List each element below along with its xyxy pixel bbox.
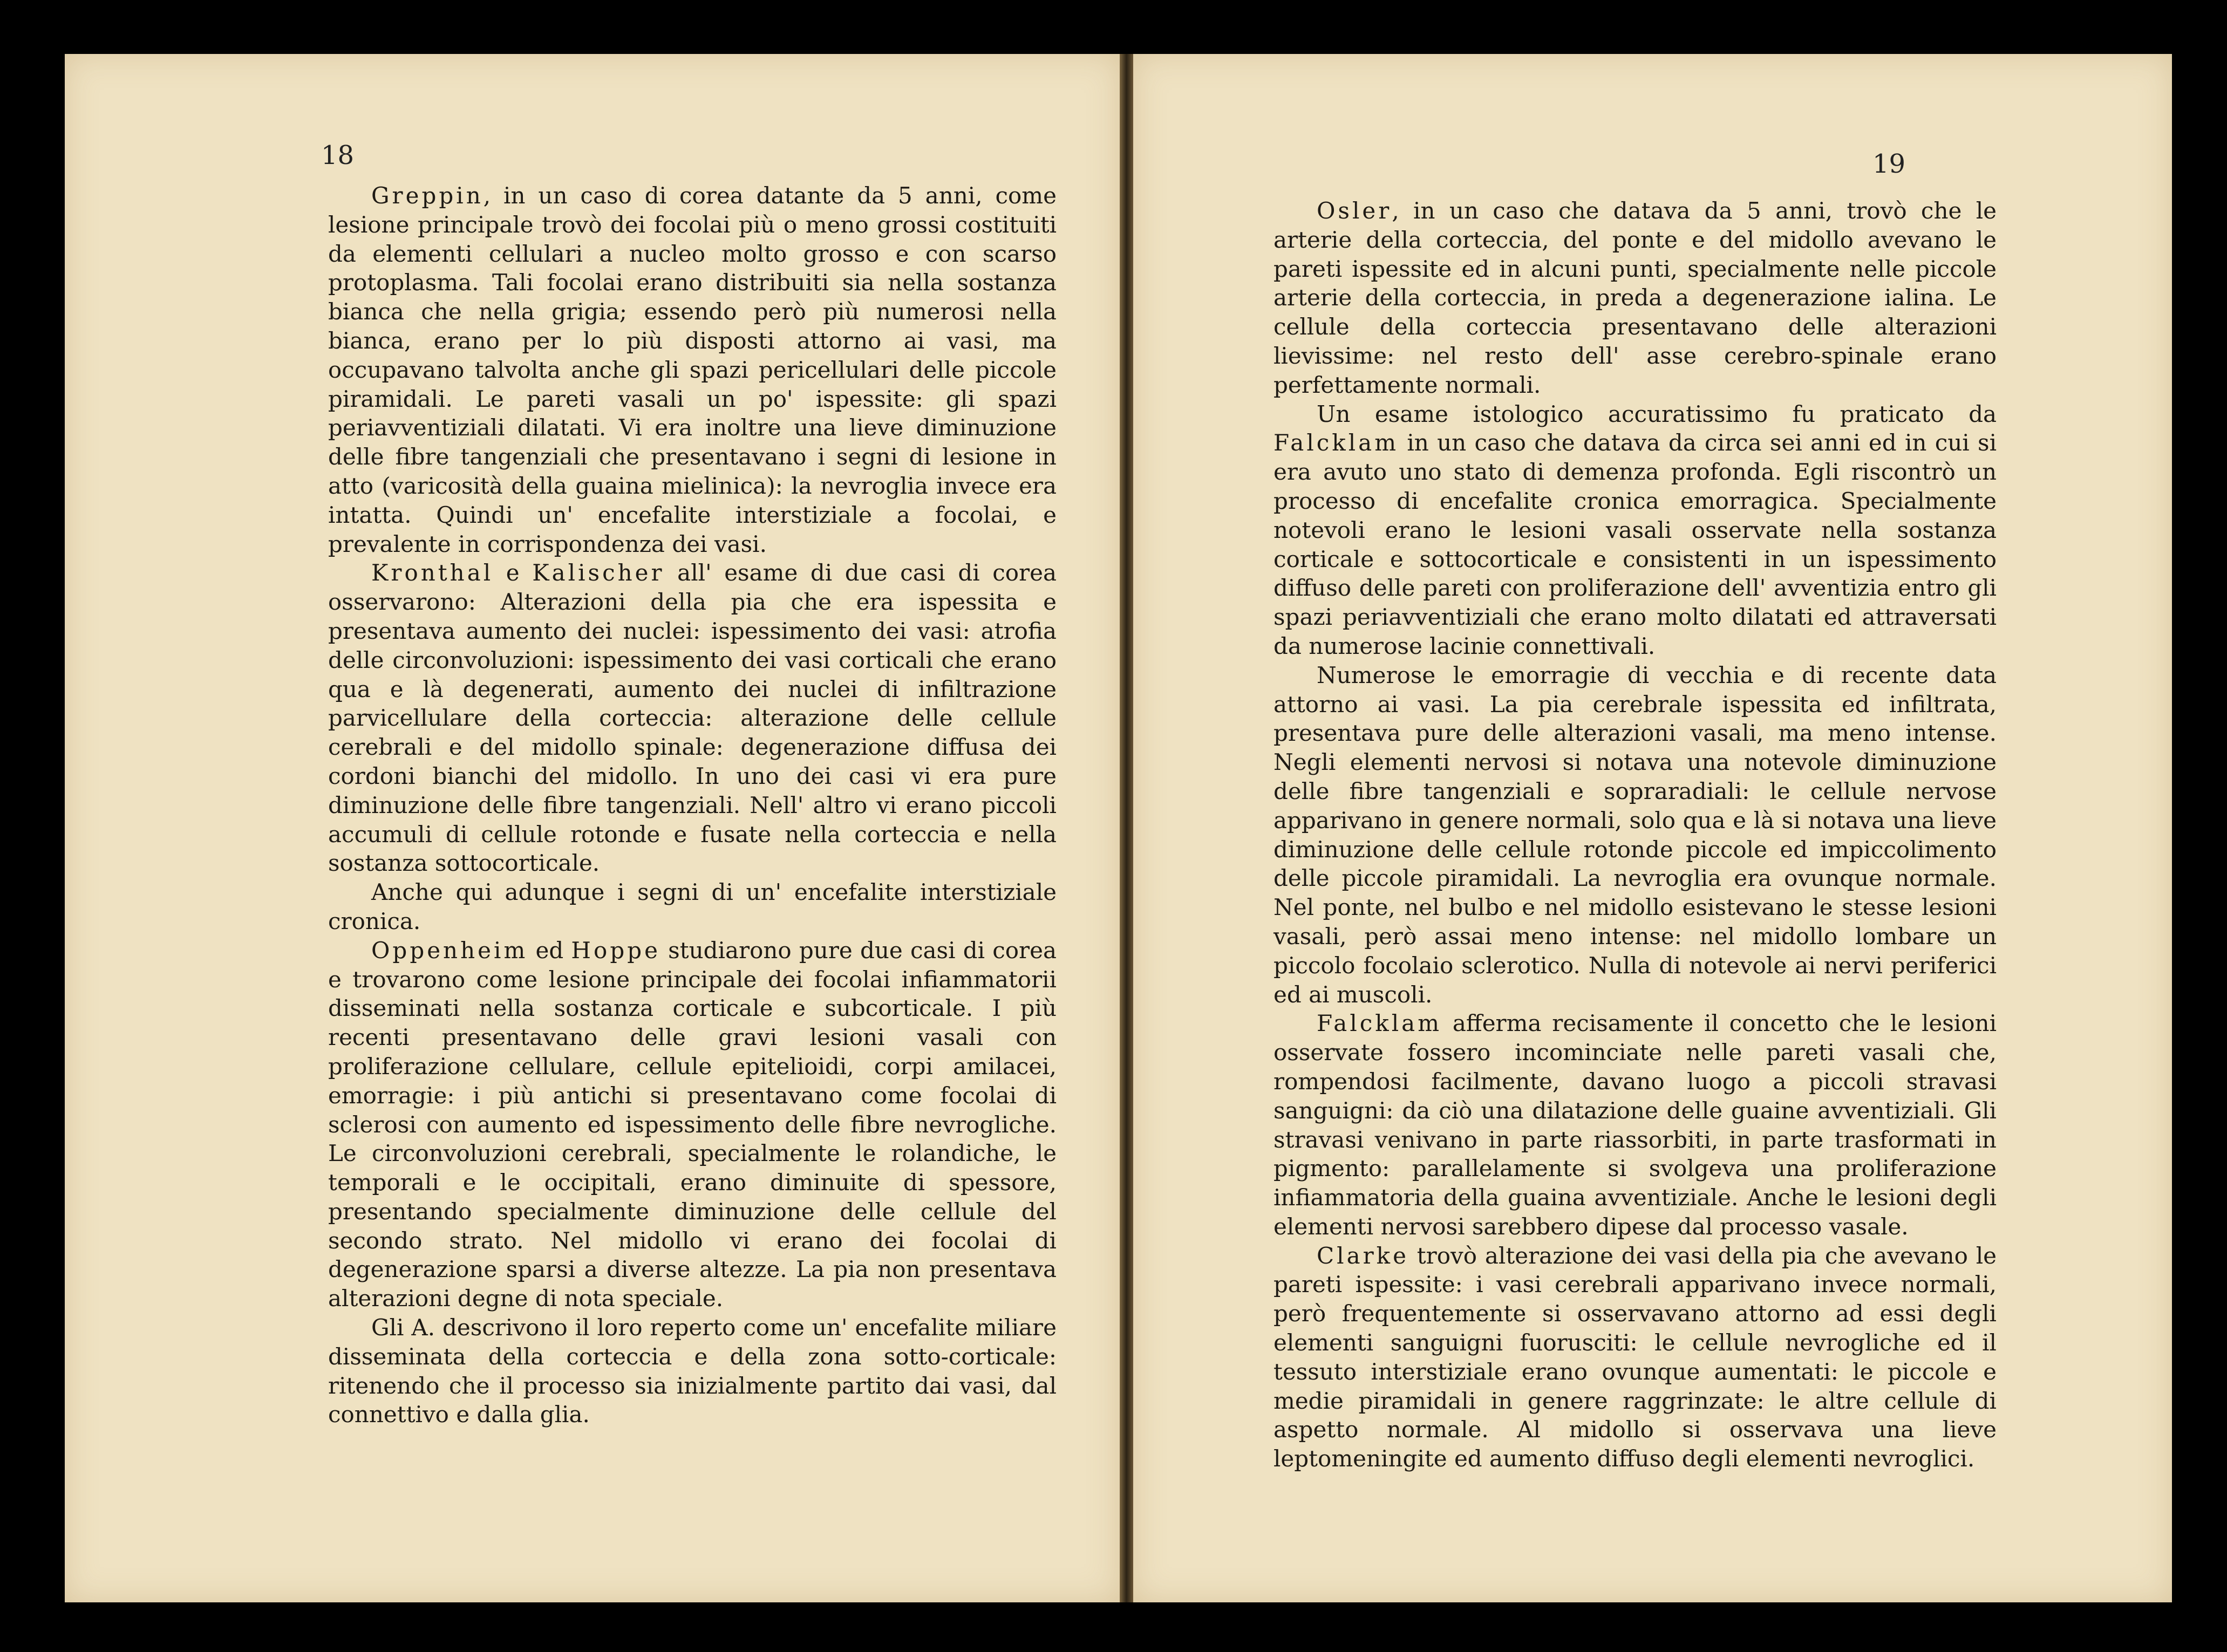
text-column (328, 181, 1057, 1429)
paragraph: Falcklam afferma recisamente il concetto che le lesioni osservate fossero incominciate nelle pareti vasali che, rompendosi facilmente, davano luogo a piccoli stravasi sanguigni: da ciò una dilatazione delle guaine avventiziali. Gli stravasi venivano in parte riassorbiti, in parte trasformati in pigmento: parallelamente si svolgeva una proliferazione infiammatoria della guaina avventiziale. Anche le lesioni degli elementi nervosi sarebbero dipese dal processo vasale. (1273, 1010, 1997, 1240)
author-name: Kronthal (371, 559, 494, 586)
author-name: Falcklam (1317, 1010, 1442, 1037)
paragraph: Un esame istologico accuratissimo fu praticato da Falcklam in un caso che datava da circa sei anni ed in cui si era avuto uno stato di demenza profonda. Egli riscontrò un processo di encefalite cronica emorragica. Specialmente notevoli erano le lesioni vasali osservate nella sostanza corticale e sottocorticale e consistenti in un ispessimento diffuso delle pareti con proliferazione dell' avventizia entro gli spazi periavventiziali che erano molto dilatati ed attraversati da numerose lacinie connettivali. (1273, 400, 1997, 659)
paragraph: Clarke trovò alterazione dei vasi della pia che avevano le pareti ispessite: i vasi cerebrali apparivano invece normali, però frequentemente si osservavano attorno ad essi degli elementi sanguigni fuorusciti: le cellule nevrogliche ed il tessuto interstiziale erano ovunque aumentati: le piccole e medie piramidali in genere raggrinzate: le altre cellule di aspetto normale. Al midollo si osservava una lieve leptomeningite ed aumento diffuso degli elementi nevroglici. (1273, 1242, 1997, 1472)
text-column (1273, 196, 1997, 1473)
page-number: 19 (1872, 149, 1906, 179)
paragraph: Kronthal e Kalischer all' esame di due casi di corea osservarono: Alterazioni della pia che era ispessita e presentava aumento dei nuclei: ispessimento dei vasi: atrofia delle circonvoluzioni: ispessimento dei vasi corticali che erano qua e là degenerati, aumento dei nuclei di infiltrazione parvicellulare della corteccia: alterazione delle cellule cerebrali e del midollo spinale: degenerazione diffusa dei cordoni bianchi del midollo. In uno dei casi vi era pure diminuzione delle fibre tangenziali. Nell' altro vi erano piccoli accumuli di cellule rotonde e fusate nella corteccia e nella sostanza sottocorticale. (328, 559, 1057, 877)
right-page (1133, 54, 2172, 1602)
paragraph: Anche qui adunque i segni di un' encefalite interstiziale cronica. (328, 879, 1057, 934)
book-gutter (1120, 54, 1133, 1602)
author-name: Oppenheim (371, 937, 528, 964)
paragraph: Numerose le emorragie di vecchia e di recente data attorno ai vasi. La pia cerebrale ispessita ed infiltrata, presentava pure delle alterazioni vasali, ma meno intense. Negli elementi nervosi si notava una notevole diminuzione delle fibre tangenziali e sopraradiali: le cellule nervose apparivano in genere normali, solo qua e là si notava una lieve diminuzione delle cellule rotonde piccole ed impiccolimento delle piccole piramidali. La nevroglia era ovunque normale. Nel ponte, nel bulbo e nel midollo esistevano le stesse lesioni vasali, però assai meno intense: nel midollo lombare un piccolo focolaio sclerotico. Nulla di notevole ai nervi periferici ed ai muscoli. (1273, 661, 1997, 1008)
author-name: Kalischer (532, 559, 665, 586)
author-name: Clarke (1317, 1242, 1409, 1269)
left-page (65, 54, 1120, 1602)
author-name: Hoppe (571, 937, 660, 964)
paragraph: Osler, in un caso che datava da 5 anni, trovò che le arterie della corteccia, del ponte e del midollo avevano le pareti ispessite ed in alcuni punti, specialmente nelle piccole arterie della corteccia, in preda a degenerazione ialina. Le cellule della corteccia presentavano delle alterazioni lievissime: nel resto dell' asse cerebro-spinale erano perfettamente normali. (1273, 197, 1997, 398)
author-name: Greppin (371, 182, 483, 209)
page-number: 18 (321, 140, 355, 170)
author-name: Falcklam (1273, 429, 1399, 456)
paragraph: Gli A. descrivono il loro reperto come un' encefalite miliare disseminata della corteccia e della zona sotto-corticale: ritenendo che il processo sia inizialmente partito dai vasi, dal connettivo e dalla glia. (328, 1314, 1057, 1428)
paragraph: Greppin, in un caso di corea datante da 5 anni, come lesione principale trovò dei focolai più o meno grossi costituiti da elementi cellulari a nucleo molto grosso e con scarso protoplasma. Tali focolai erano distribuiti sia nella sostanza bianca che nella grigia; essendo però più numerosi nella bianca, erano per lo più disposti attorno ai vasi, ma occupavano talvolta anche gli spazi pericellulari delle piccole piramidali. Le pareti vasali un po' ispessite: gli spazi periavventiziali dilatati. Vi era inoltre una lieve diminuzione delle fibre tangenziali che presentavano i segni di lesione in atto (varicosità della guaina mielinica): la nevroglia invece era intatta. Quindi un' encefalite interstiziale a focolai, e prevalente in corrispondenza dei vasi. (328, 182, 1057, 557)
paragraph: Oppenheim ed Hoppe studiarono pure due casi di corea e trovarono come lesione principale dei focolai infiammatorii disseminati nella sostanza corticale e subcorticale. I più recenti presentavano delle gravi lesioni vasali con proliferazione cellulare, cellule epitelioidi, corpi amilacei, emorragie: i più antichi si presentavano come focolai di sclerosi con aumento ed ispessimento delle fibre nevrogliche. Le circonvoluzioni cerebrali, specialmente le rolandiche, le temporali e le occipitali, erano diminuite di spessore, presentando specialmente diminuzione delle cellule del secondo strato. Nel midollo vi erano dei focolai di degenerazione sparsi a diverse altezze. La pia non presentava alterazioni degne di nota speciale. (328, 937, 1057, 1312)
author-name: Osler (1317, 197, 1392, 224)
